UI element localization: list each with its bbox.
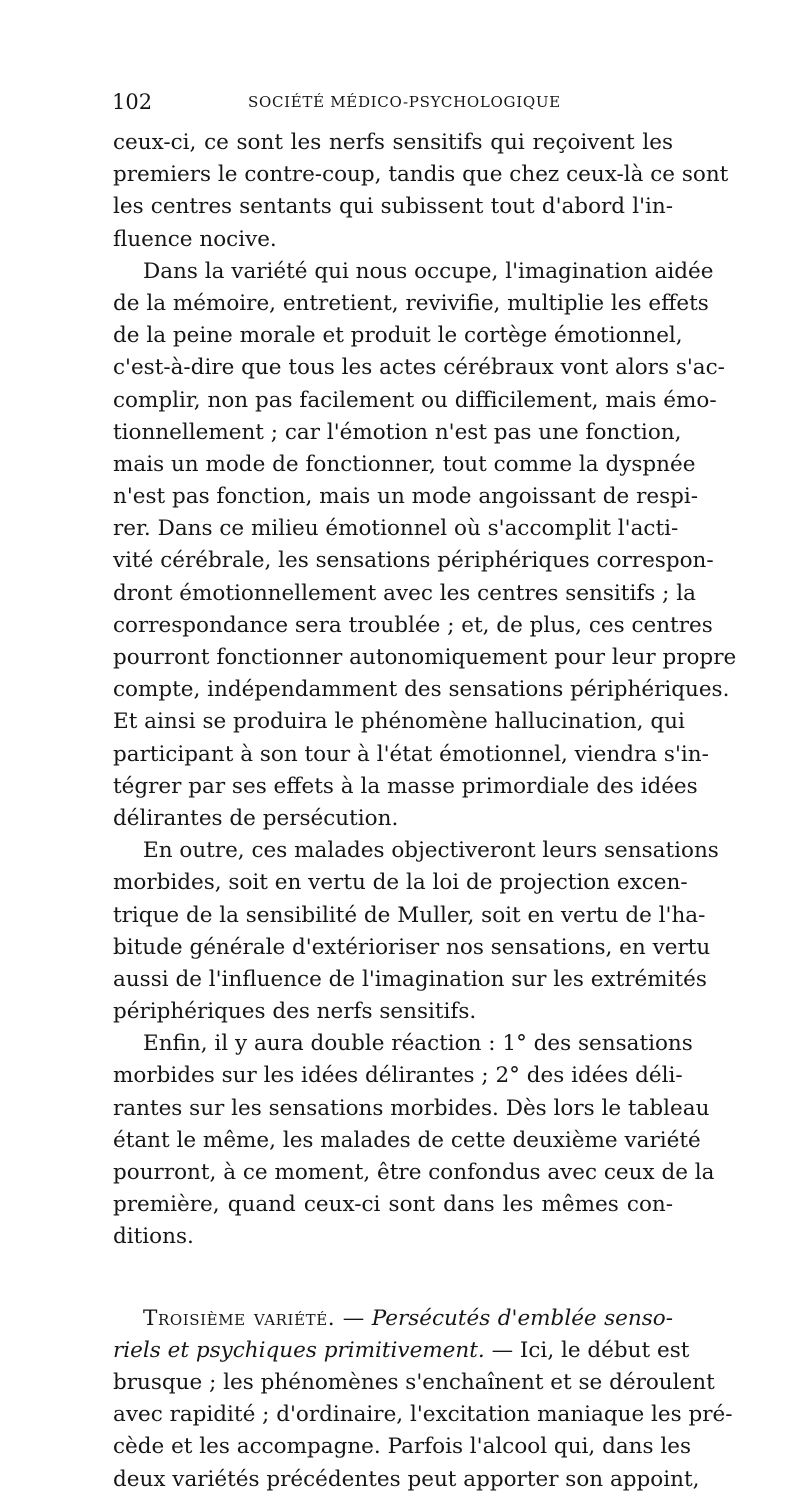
paragraph [113, 1028, 715, 1253]
paragraph [113, 835, 719, 1028]
heading-dash: — [335, 1305, 372, 1331]
text-line: n'est pas fonction, mais un mode angoissant de respi- [113, 484, 699, 510]
text-line: délirantes de persécution. [113, 805, 399, 831]
section-title: Persécutés d'emblée senso- [371, 1305, 673, 1331]
text-line: pourront, à ce moment, être confondus avec ceux de la [113, 1160, 715, 1185]
text-line: deux variétés précédentes peut apporter son appoint, [113, 1466, 700, 1492]
text-line: compte, indépendamment des sensations périphériques. [113, 677, 730, 703]
text-line: rer. Dans ce milieu émotionnel où s'accomplit l'acti- [113, 516, 679, 542]
text-line [113, 1303, 673, 1335]
text-line: complir, non pas facilement ou difficilement, mais émo- [113, 387, 717, 413]
text-line: brusque ; les phénomènes s'enchaînent et se déroulent [113, 1369, 715, 1395]
text-line: trique de la sensibilité de Muller, soit en vertu de l'ha- [113, 902, 706, 928]
text-line: bitude générale d'extérioriser nos sensations, en vertu [113, 934, 711, 960]
paragraph [113, 127, 729, 256]
text-line: premiers le contre-coup, tandis que chez ceux-là ce sont [113, 162, 729, 188]
text-line: rantes sur les sensations morbides. Dès lors le tableau [113, 1095, 710, 1121]
text-line [113, 1335, 690, 1367]
text-line: aussi de l'influence de l'imagination sur les extrémités [113, 966, 707, 992]
section-paragraph [113, 1303, 733, 1496]
page-number: 102 [112, 90, 153, 114]
paragraph [113, 256, 737, 835]
text-line: ditions. [113, 1224, 194, 1250]
text-line: tégrer par ses effets à la masse primordiale des idées [113, 773, 698, 799]
section-label: Troisième variété. [143, 1305, 336, 1331]
text-line: correspondance sera troublée ; et, de plus, ces centres [113, 612, 713, 638]
text-line: cède et les accompagne. Parfois l'alcool qui, dans les [113, 1434, 692, 1460]
running-head: SOCIÉTÉ MÉDICO-PSYCHOLOGIQUE [248, 93, 561, 111]
text-line: pourront fonctionner autonomiquement pour leur propre [113, 645, 737, 670]
text-line: morbides sur les idées délirantes ; 2° des idées déli- [113, 1063, 683, 1089]
text-line: tionnellement ; car l'émotion n'est pas une fonction, [113, 419, 682, 445]
text-line: de la peine morale et produit le cortège émotionnel, [113, 323, 683, 349]
text-line: ceux-ci, ce sont les nerfs sensitifs qui reçoivent les [113, 130, 673, 155]
text-line: mais un mode de fonctionner, tout comme la dyspnée [113, 451, 696, 477]
text-line: les centres sentants qui subissent tout d'abord l'in- [113, 194, 673, 220]
text-line: première, quand ceux-ci sont dans les mêmes con- [113, 1192, 673, 1218]
text-line: morbides, soit en vertu de la loi de projection excen- [113, 870, 688, 896]
text-line: fluence nocive. [113, 226, 277, 252]
text-line: périphériques des nerfs sensitifs. [113, 999, 477, 1025]
section-title: riels et psychiques primitivement. [113, 1337, 485, 1363]
page-header [112, 88, 672, 116]
text-run: — Ici, le début est [484, 1337, 690, 1363]
text-line: étant le même, les malades de cette deuxième variété [113, 1127, 701, 1153]
body-text [113, 127, 737, 1496]
text-line: Dans la variété qui nous occupe, l'imagination aidée [143, 258, 714, 284]
text-line: Et ainsi se produira le phénomène hallucination, qui [113, 709, 685, 735]
text-line: En outre, ces malades objectiveront leurs sensations [143, 838, 719, 864]
text-line: de la mémoire, entretient, revivifie, multiplie les effets [113, 290, 709, 316]
section-gap [113, 1254, 673, 1303]
text-line: c'est-à-dire que tous les actes cérébraux vont alors s'ac- [113, 355, 725, 381]
text-line: participant à son tour à l'état émotionnel, viendra s'in- [113, 741, 709, 767]
text-line: Enfin, il y aura double réaction : 1° des sensations [143, 1031, 693, 1057]
text-line: avec rapidité ; d'ordinaire, l'excitation maniaque les pré- [113, 1402, 733, 1428]
text-line: vité cérébrale, les sensations périphériques correspon- [113, 548, 714, 574]
text-line: dront émotionnellement avec les centres sensitifs ; la [113, 580, 696, 606]
